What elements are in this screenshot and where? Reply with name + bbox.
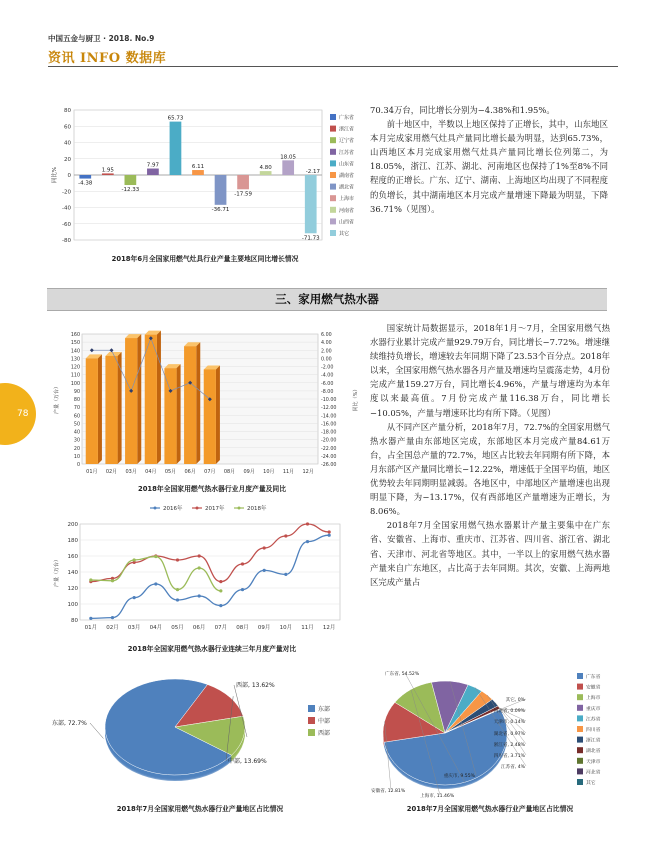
bar [125,338,137,464]
data-label: 7.97 [146,162,160,169]
y-tick-label: 80 [73,398,80,403]
legend-swatch [577,715,583,721]
bar [192,170,204,175]
legend-label: 2017年 [205,506,225,512]
x-tick-label: 12月 [322,625,336,631]
y-tick-label: 150 [70,341,80,347]
x-tick-label: 08月 [223,469,236,475]
y-tick-label: 160 [67,554,78,560]
series-point [198,566,201,569]
pie-label: 东部, 72.7% [52,720,87,727]
y-tick-label: -20 [62,189,71,196]
y-tick-label: 10 [73,454,80,460]
y2-tick-label: 6.00 [321,333,332,338]
y2-tick-label: -4.00 [321,373,334,379]
legend-swatch [577,694,583,700]
y-tick-label: 80 [64,108,71,114]
legend-label: 浙江省 [339,126,355,133]
series-point [306,522,309,525]
text-column-top [370,103,608,216]
chart1-caption: 2018年6月全国家用燃气灶具行业产量主要地区同比增长情况 [111,255,299,263]
bar [204,369,216,464]
y-tick-label: 20 [73,446,80,452]
legend-label: 湖北省 [339,184,355,191]
bar [86,358,98,464]
x-tick-label: 09月 [257,625,271,631]
legend-label: 上海市 [586,696,601,702]
bar [237,175,249,189]
bar [184,346,196,464]
legend-swatch [577,747,583,753]
x-tick-label: 01月 [84,625,98,631]
series-point [263,569,266,572]
y-tick-label: 0 [76,463,80,468]
data-label: -2.17 [305,169,320,175]
pie-label: 重庆市, 9.55% [443,774,475,779]
series-point [284,534,287,537]
page-number: 78 [17,409,29,419]
bar [260,171,272,175]
data-label: 4.80 [259,165,272,172]
paragraph: 2018年7月全国家用燃气热水器累计产量主要集中在广东省、安徽省、上海市、重庆市、江苏省、四川省、浙江省、湖北省、天津市、河北省等地区。其中，一半以上的家用燃气热水器产量来自广东地区，占比高于去年同期。其次，安徽、上海两地区完成产量占 [370,520,610,587]
data-label: 65.73 [167,115,184,122]
y-tick-label: 160 [70,333,80,338]
series-point [133,596,136,599]
legend-marker [196,507,199,510]
x-tick-label: 11月 [301,625,314,631]
bar [164,368,176,464]
series-point [89,578,92,581]
legend-label: 中部 [318,718,331,725]
chart2-caption: 2018年全国家用燃气热水器行业月度产量及同比 [137,485,287,493]
paragraph: 从不同产区产量分析，2018年7月，72.7%的全国家用燃气热水器产量由东部地区完成，东部地区本月完成产量84.61万台，占全国总产量的72.7%，地区占比较去年同期有所下降，本月东部产区产量同比增长−12.22%，增速低于全国平均值，地区优势较去年同期明显减弱。各地区中，中部地区产量增速也出现明显下降，为−13.17%，仅有西部地区产量增速为正增长，为8.06%。 [370,421,610,517]
data-label: -4.38 [78,180,93,187]
series-point [111,579,114,582]
y2-tick-label: 2.00 [321,349,332,355]
x-tick-label: 03月 [125,469,137,475]
series-point [328,534,331,537]
legend-swatch [577,737,583,743]
bar-side [118,352,122,464]
pie-label: 浙江省, 2.48% [493,743,525,748]
series-point [176,588,179,591]
legend-label: 其它 [586,781,596,786]
series-point [89,617,92,620]
y2-tick-label: -6.00 [321,381,334,387]
legend-label: 江苏省 [339,149,355,156]
series-point [154,582,157,585]
section-header: 资讯 INFO 数据库 [48,51,167,66]
legend-label: 上海市 [339,196,355,203]
series-point [219,589,222,592]
legend-marker [238,507,241,510]
series-point [328,530,331,533]
x-tick-label: 08月 [236,625,249,631]
y2-tick-label: 4.00 [321,341,332,347]
x-tick-label: 11月 [282,469,295,475]
series-point [306,540,309,543]
y2-tick-label: -26.00 [321,463,337,468]
chart4-caption: 2018年7月全国家用燃气热水器行业产量地区占比情况 [116,805,284,813]
y-tick-label: 60 [64,124,71,131]
y2-tick-label: 0.00 [321,357,332,363]
legend-label: 河北省 [586,770,601,776]
y-tick-label: 20 [64,156,71,163]
chart-regional-growth [50,102,368,252]
paragraph: 70.34万台，同比增长分别为−4.38%和1.95%。 [370,105,555,115]
legend-label: 2016年 [163,506,183,512]
pie-label: 广东省, 54.52% [385,672,420,677]
legend-label: 重庆市 [586,706,601,712]
legend-swatch [308,705,315,712]
legend-marker [154,507,157,510]
y-axis-label: 同比% [52,166,58,184]
y-tick-label: 130 [70,357,80,363]
chart3-caption: 2018年全国家用燃气热水器行业连续三年月度产量对比 [127,645,297,653]
legend-swatch [330,114,336,120]
y2-tick-label: -16.00 [321,422,337,428]
series-point [198,554,201,557]
bar-side [196,342,200,464]
y-tick-label: 40 [64,140,71,147]
pie-leader-line [90,723,103,738]
series-point [154,555,157,558]
legend-label: 东部 [318,706,331,713]
bar [105,356,117,464]
bar-side [177,364,181,464]
y2-axis-label: 同比（%） [353,386,359,412]
y-tick-label: -60 [62,221,71,228]
y-tick-label: -80 [62,238,71,244]
legend-label: 江苏省 [586,717,601,723]
y-tick-label: 50 [73,422,80,428]
legend-swatch [330,126,336,132]
y-tick-label: 0 [67,173,71,179]
legend-swatch [308,717,315,724]
x-tick-label: 07月 [214,625,228,631]
legend-swatch [330,207,336,213]
y-tick-label: 70 [73,406,80,412]
legend-label: 广东省 [339,115,355,121]
x-tick-label: 12月 [302,469,314,475]
y-tick-label: 140 [67,570,78,576]
y-tick-label: 30 [73,438,80,444]
series-point [198,594,201,597]
legend-swatch [330,160,336,166]
x-tick-label: 06月 [192,625,206,631]
legend-label: 天津市 [586,759,601,765]
x-tick-label: 01月 [86,469,98,475]
bar-side [98,354,102,464]
bar [170,122,182,175]
y2-tick-label: -20.00 [321,438,337,444]
journal-header: 中国五金与厨卫 · 2018. No.9 [48,34,155,43]
series-point [176,558,179,561]
y-tick-label: 110 [70,373,80,379]
series-point [133,558,136,561]
chart5-caption: 2018年7月全国家用燃气热水器行业产量地区占比情况 [406,805,574,813]
header-divider [48,66,618,67]
y-axis-label: 产量（万台） [54,383,60,415]
pie-label: 江苏省, 4% [501,765,525,770]
legend-swatch [577,768,583,774]
text-column-mid [370,321,610,589]
data-label: -17.59 [234,191,252,198]
pie-label: 其它, 0% [505,698,525,703]
bar [79,175,91,179]
pie-label: 四川省, 3.71% [493,754,525,759]
x-tick-label: 05月 [171,625,184,631]
pie-label: 中部, 13.69% [228,758,267,765]
bar [305,175,317,233]
y-tick-label: 40 [73,430,80,436]
y-tick-label: -40 [62,205,71,212]
series-point [219,580,222,583]
legend-swatch [330,195,336,201]
x-tick-label: 10月 [279,625,293,631]
data-label: 1.95 [101,167,114,174]
series-point [241,562,244,565]
pie-label: 河北省, 0.09% [493,709,525,714]
legend-swatch [577,758,583,764]
legend-label: 西部 [318,730,331,737]
paragraph: 国家统计局数据显示，2018年1月～7月，全国家用燃气热水器行业累计完成产量929.79万台，同比增长−7.72%。增速继续维持负增长，增速较去年同期下降了23.53个百分点。2018年以来，全国家用燃气热水器各月产量及增速均呈震荡走势，4月份完成产量159.27万台，同比增长4.96%，产量与增速均为本年度以来最高值。7月份完成产量116.38万台，同比增长−10.05%，产量与增速环比均有所下降。（见图） [370,323,610,418]
bar [282,160,294,175]
pie-label: 安徽省, 12.81% [371,789,406,794]
legend-swatch [577,705,583,711]
y-tick-label: 120 [70,365,80,371]
legend-label: 湖北省 [586,749,601,755]
legend-swatch [330,230,336,236]
bar [145,335,157,464]
y2-tick-label: -18.00 [321,430,337,436]
x-tick-label: 04月 [145,469,157,475]
y2-tick-label: -12.00 [321,406,337,412]
y-tick-label: 80 [71,618,78,624]
series-point [176,598,179,601]
pie-label: 西部, 13.62% [236,682,275,689]
series-point [111,616,114,619]
data-label: 6.11 [191,164,205,171]
bar [125,175,137,185]
y-axis-label: 产量（万台） [54,556,60,588]
y2-tick-label: -22.00 [321,446,337,452]
legend-swatch [577,684,583,690]
bar [215,175,227,205]
y-tick-label: 100 [67,602,78,608]
legend-swatch [577,673,583,679]
x-tick-label: 07月 [204,469,216,475]
y2-tick-label: -14.00 [321,414,337,420]
bar [147,169,159,175]
legend-swatch [330,184,336,190]
legend-label: 山东省 [339,161,355,168]
pie-label: 天津市, 0.14% [493,720,525,725]
y-tick-label: 120 [67,586,78,592]
legend-label: 安徽省 [586,685,601,691]
x-tick-label: 09月 [243,469,255,475]
y-tick-label: 90 [73,389,80,395]
bar [102,173,114,175]
series-point [241,588,244,591]
legend-swatch [330,149,336,155]
legend-label: 浙江省 [586,738,601,744]
y-tick-label: 200 [67,522,78,528]
legend-swatch [330,137,336,143]
y2-tick-label: -2.00 [321,365,334,371]
y-tick-label: 60 [73,414,80,420]
chart-three-year-compare [50,500,365,640]
y2-tick-label: -24.00 [321,454,337,460]
legend-label: 2018年 [247,506,267,512]
data-label: -12.33 [121,187,140,194]
y2-tick-label: -8.00 [321,389,334,395]
paragraph: 前十地区中，半数以上地区保持了正增长，其中，山东地区本月完成家用燃气灶具产量同比增长最为明显，达到65.73%，山西地区本月完成家用燃气灶具产量同比增长位列第二，为18.05%，浙江、江苏、湖北、河南地区也保持了1%至8%不同程度的正增长。广东、辽宁、湖南、上海地区均出现了不同程度的负增长，其中湖南地区本月完成产量增速下降最为明显，下降36.71%（见图）。 [370,119,608,214]
x-tick-label: 06月 [184,469,196,475]
x-tick-label: 02月 [106,625,119,631]
legend-swatch [577,779,583,785]
data-label: -71.73 [301,235,320,242]
legend-swatch [577,726,583,732]
legend-label: 广东省 [586,675,601,680]
legend-label: 山西省 [339,219,355,226]
bar-side [137,334,141,464]
legend-label: 其它 [339,231,350,237]
pie-label: 湖北省, 0.97% [493,732,525,737]
chart-region-share [50,665,350,800]
data-label: -36.71 [211,206,230,213]
chart-province-share [365,665,615,800]
legend-label: 辽宁省 [339,138,355,145]
data-label: 18.05 [280,154,297,161]
bar-side [157,331,161,464]
section-banner: 三、家用燃气热水器 [47,288,607,311]
chart-monthly-output [50,326,365,486]
y-tick-label: 140 [70,349,80,355]
y-tick-label: 100 [70,381,80,387]
legend-swatch [330,172,336,178]
legend-label: 湖南省 [339,173,355,179]
x-tick-label: 04月 [149,625,163,631]
legend-swatch [308,729,315,736]
legend-swatch [330,218,336,224]
y-tick-label: 180 [67,538,78,544]
y2-tick-label: -10.00 [321,398,337,403]
x-tick-label: 10月 [263,469,275,475]
x-tick-label: 05月 [164,469,177,475]
series-point [263,546,266,549]
pie-label: 上海市, 11.46% [420,794,455,799]
bar-side [216,365,220,464]
legend-label: 四川省 [586,728,601,733]
series-point [219,604,222,607]
x-tick-label: 03月 [127,625,141,631]
series-point [284,573,287,576]
legend-label: 河南省 [339,207,355,214]
x-tick-label: 02月 [105,469,118,475]
